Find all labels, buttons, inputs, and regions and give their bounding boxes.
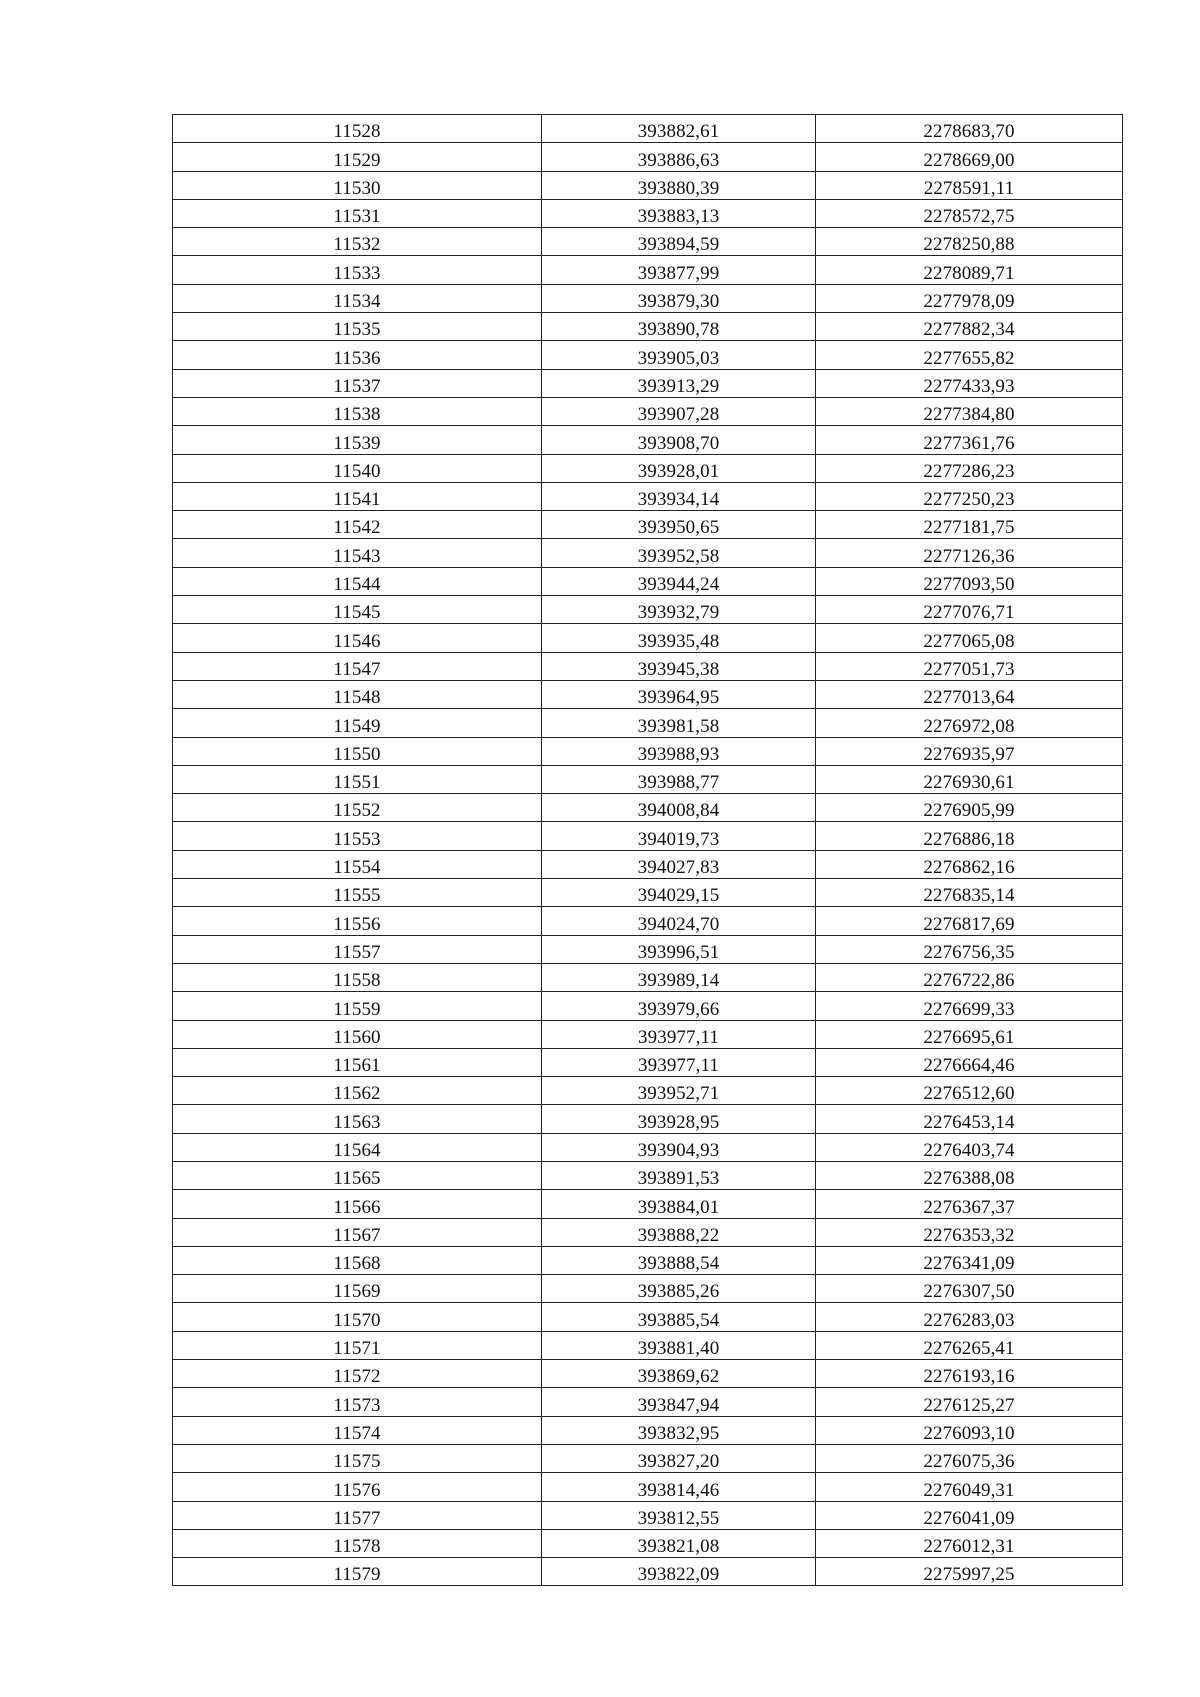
y-coordinate-cell: 2276886,18 xyxy=(816,822,1123,850)
point-number-cell: 11558 xyxy=(173,963,542,991)
point-number-cell: 11546 xyxy=(173,624,542,652)
y-coordinate-cell: 2276862,16 xyxy=(816,850,1123,878)
x-coordinate-cell: 393814,46 xyxy=(542,1473,816,1501)
point-number-cell: 11544 xyxy=(173,567,542,595)
point-number-cell: 11542 xyxy=(173,511,542,539)
y-coordinate-cell: 2276403,74 xyxy=(816,1133,1123,1161)
y-coordinate-cell: 2277882,34 xyxy=(816,313,1123,341)
point-number-cell: 11529 xyxy=(173,143,542,171)
point-number-cell: 11562 xyxy=(173,1077,542,1105)
point-number-cell: 11531 xyxy=(173,199,542,227)
y-coordinate-cell: 2278669,00 xyxy=(816,143,1123,171)
table-row xyxy=(173,1360,1123,1388)
table-row xyxy=(173,1246,1123,1274)
table-row xyxy=(173,1501,1123,1529)
y-coordinate-cell: 2276695,61 xyxy=(816,1020,1123,1048)
table-row xyxy=(173,1388,1123,1416)
y-coordinate-cell: 2278591,11 xyxy=(816,171,1123,199)
table-row xyxy=(173,143,1123,171)
point-number-cell: 11575 xyxy=(173,1444,542,1472)
x-coordinate-cell: 393877,99 xyxy=(542,256,816,284)
y-coordinate-cell: 2276353,32 xyxy=(816,1218,1123,1246)
point-number-cell: 11541 xyxy=(173,482,542,510)
table-row xyxy=(173,199,1123,227)
table-row xyxy=(173,256,1123,284)
table-row xyxy=(173,652,1123,680)
y-coordinate-cell: 2276972,08 xyxy=(816,709,1123,737)
x-coordinate-cell: 393881,40 xyxy=(542,1331,816,1359)
table-row xyxy=(173,539,1123,567)
x-coordinate-cell: 393934,14 xyxy=(542,482,816,510)
table-row xyxy=(173,1133,1123,1161)
table-row xyxy=(173,1190,1123,1218)
y-coordinate-cell: 2277126,36 xyxy=(816,539,1123,567)
point-number-cell: 11549 xyxy=(173,709,542,737)
table-row xyxy=(173,284,1123,312)
x-coordinate-cell: 393904,93 xyxy=(542,1133,816,1161)
point-number-cell: 11568 xyxy=(173,1246,542,1274)
table-row xyxy=(173,482,1123,510)
table-row xyxy=(173,1558,1123,1586)
table-row xyxy=(173,737,1123,765)
x-coordinate-cell: 393869,62 xyxy=(542,1360,816,1388)
point-number-cell: 11556 xyxy=(173,907,542,935)
x-coordinate-cell: 393812,55 xyxy=(542,1501,816,1529)
y-coordinate-cell: 2278572,75 xyxy=(816,199,1123,227)
x-coordinate-cell: 393886,63 xyxy=(542,143,816,171)
table-body xyxy=(173,115,1123,1586)
y-coordinate-cell: 2276722,86 xyxy=(816,963,1123,991)
x-coordinate-cell: 393908,70 xyxy=(542,426,816,454)
x-coordinate-cell: 393944,24 xyxy=(542,567,816,595)
y-coordinate-cell: 2276756,35 xyxy=(816,935,1123,963)
table-row xyxy=(173,397,1123,425)
y-coordinate-cell: 2277013,64 xyxy=(816,680,1123,708)
table-row xyxy=(173,850,1123,878)
x-coordinate-cell: 393928,01 xyxy=(542,454,816,482)
x-coordinate-cell: 393952,58 xyxy=(542,539,816,567)
table-row xyxy=(173,228,1123,256)
y-coordinate-cell: 2276930,61 xyxy=(816,765,1123,793)
x-coordinate-cell: 393888,54 xyxy=(542,1246,816,1274)
y-coordinate-cell: 2276835,14 xyxy=(816,879,1123,907)
table-row xyxy=(173,511,1123,539)
x-coordinate-cell: 393821,08 xyxy=(542,1529,816,1557)
table-row xyxy=(173,369,1123,397)
point-number-cell: 11561 xyxy=(173,1048,542,1076)
table-row xyxy=(173,1303,1123,1331)
x-coordinate-cell: 393935,48 xyxy=(542,624,816,652)
x-coordinate-cell: 393884,01 xyxy=(542,1190,816,1218)
point-number-cell: 11564 xyxy=(173,1133,542,1161)
table-row xyxy=(173,1473,1123,1501)
table-row xyxy=(173,935,1123,963)
y-coordinate-cell: 2276075,36 xyxy=(816,1444,1123,1472)
y-coordinate-cell: 2276041,09 xyxy=(816,1501,1123,1529)
y-coordinate-cell: 2278089,71 xyxy=(816,256,1123,284)
x-coordinate-cell: 393913,29 xyxy=(542,369,816,397)
x-coordinate-cell: 393885,26 xyxy=(542,1275,816,1303)
x-coordinate-cell: 393883,13 xyxy=(542,199,816,227)
table-row xyxy=(173,567,1123,595)
x-coordinate-cell: 393891,53 xyxy=(542,1161,816,1189)
y-coordinate-cell: 2277433,93 xyxy=(816,369,1123,397)
point-number-cell: 11547 xyxy=(173,652,542,680)
point-number-cell: 11567 xyxy=(173,1218,542,1246)
x-coordinate-cell: 393988,77 xyxy=(542,765,816,793)
x-coordinate-cell: 393928,95 xyxy=(542,1105,816,1133)
x-coordinate-cell: 393945,38 xyxy=(542,652,816,680)
table-row xyxy=(173,1077,1123,1105)
point-number-cell: 11551 xyxy=(173,765,542,793)
x-coordinate-cell: 393950,65 xyxy=(542,511,816,539)
x-coordinate-cell: 393977,11 xyxy=(542,1048,816,1076)
table-row xyxy=(173,1048,1123,1076)
y-coordinate-cell: 2276341,09 xyxy=(816,1246,1123,1274)
x-coordinate-cell: 394029,15 xyxy=(542,879,816,907)
y-coordinate-cell: 2276049,31 xyxy=(816,1473,1123,1501)
table-row xyxy=(173,1105,1123,1133)
point-number-cell: 11569 xyxy=(173,1275,542,1303)
point-number-cell: 11543 xyxy=(173,539,542,567)
x-coordinate-cell: 393894,59 xyxy=(542,228,816,256)
y-coordinate-cell: 2277655,82 xyxy=(816,341,1123,369)
y-coordinate-cell: 2276699,33 xyxy=(816,992,1123,1020)
y-coordinate-cell: 2277065,08 xyxy=(816,624,1123,652)
point-number-cell: 11555 xyxy=(173,879,542,907)
y-coordinate-cell: 2276125,27 xyxy=(816,1388,1123,1416)
y-coordinate-cell: 2276817,69 xyxy=(816,907,1123,935)
y-coordinate-cell: 2277250,23 xyxy=(816,482,1123,510)
table-row xyxy=(173,1275,1123,1303)
point-number-cell: 11528 xyxy=(173,115,542,143)
table-row xyxy=(173,454,1123,482)
y-coordinate-cell: 2276388,08 xyxy=(816,1161,1123,1189)
y-coordinate-cell: 2277384,80 xyxy=(816,397,1123,425)
x-coordinate-cell: 393885,54 xyxy=(542,1303,816,1331)
table-row xyxy=(173,1416,1123,1444)
table-row xyxy=(173,1161,1123,1189)
y-coordinate-cell: 2276012,31 xyxy=(816,1529,1123,1557)
point-number-cell: 11545 xyxy=(173,596,542,624)
point-number-cell: 11566 xyxy=(173,1190,542,1218)
x-coordinate-cell: 393979,66 xyxy=(542,992,816,1020)
x-coordinate-cell: 393890,78 xyxy=(542,313,816,341)
y-coordinate-cell: 2277093,50 xyxy=(816,567,1123,595)
point-number-cell: 11557 xyxy=(173,935,542,963)
point-number-cell: 11578 xyxy=(173,1529,542,1557)
x-coordinate-cell: 393882,61 xyxy=(542,115,816,143)
point-number-cell: 11540 xyxy=(173,454,542,482)
point-number-cell: 11570 xyxy=(173,1303,542,1331)
y-coordinate-cell: 2277286,23 xyxy=(816,454,1123,482)
table-row xyxy=(173,171,1123,199)
point-number-cell: 11579 xyxy=(173,1558,542,1586)
y-coordinate-cell: 2276093,10 xyxy=(816,1416,1123,1444)
y-coordinate-cell: 2276512,60 xyxy=(816,1077,1123,1105)
point-number-cell: 11574 xyxy=(173,1416,542,1444)
point-number-cell: 11552 xyxy=(173,794,542,822)
x-coordinate-cell: 394024,70 xyxy=(542,907,816,935)
y-coordinate-cell: 2276367,37 xyxy=(816,1190,1123,1218)
x-coordinate-cell: 393832,95 xyxy=(542,1416,816,1444)
table-row xyxy=(173,907,1123,935)
x-coordinate-cell: 394008,84 xyxy=(542,794,816,822)
y-coordinate-cell: 2277181,75 xyxy=(816,511,1123,539)
table-row xyxy=(173,822,1123,850)
table-row xyxy=(173,596,1123,624)
point-number-cell: 11535 xyxy=(173,313,542,341)
y-coordinate-cell: 2276453,14 xyxy=(816,1105,1123,1133)
table-row xyxy=(173,1020,1123,1048)
y-coordinate-cell: 2276265,41 xyxy=(816,1331,1123,1359)
y-coordinate-cell: 2278250,88 xyxy=(816,228,1123,256)
x-coordinate-cell: 393964,95 xyxy=(542,680,816,708)
x-coordinate-cell: 393827,20 xyxy=(542,1444,816,1472)
point-number-cell: 11536 xyxy=(173,341,542,369)
table-row xyxy=(173,963,1123,991)
y-coordinate-cell: 2276193,16 xyxy=(816,1360,1123,1388)
x-coordinate-cell: 393888,22 xyxy=(542,1218,816,1246)
point-number-cell: 11554 xyxy=(173,850,542,878)
table-row xyxy=(173,1331,1123,1359)
table-row xyxy=(173,624,1123,652)
x-coordinate-cell: 394027,83 xyxy=(542,850,816,878)
y-coordinate-cell: 2275997,25 xyxy=(816,1558,1123,1586)
point-number-cell: 11532 xyxy=(173,228,542,256)
point-number-cell: 11539 xyxy=(173,426,542,454)
table-row xyxy=(173,313,1123,341)
y-coordinate-cell: 2278683,70 xyxy=(816,115,1123,143)
table-row xyxy=(173,765,1123,793)
x-coordinate-cell: 393977,11 xyxy=(542,1020,816,1048)
point-number-cell: 11572 xyxy=(173,1360,542,1388)
point-number-cell: 11538 xyxy=(173,397,542,425)
table-row xyxy=(173,709,1123,737)
y-coordinate-cell: 2276905,99 xyxy=(816,794,1123,822)
table-row xyxy=(173,426,1123,454)
y-coordinate-cell: 2276935,97 xyxy=(816,737,1123,765)
x-coordinate-cell: 393879,30 xyxy=(542,284,816,312)
x-coordinate-cell: 393989,14 xyxy=(542,963,816,991)
y-coordinate-cell: 2276307,50 xyxy=(816,1275,1123,1303)
table-row xyxy=(173,1444,1123,1472)
table-row xyxy=(173,341,1123,369)
point-number-cell: 11548 xyxy=(173,680,542,708)
y-coordinate-cell: 2276283,03 xyxy=(816,1303,1123,1331)
x-coordinate-cell: 393907,28 xyxy=(542,397,816,425)
x-coordinate-cell: 394019,73 xyxy=(542,822,816,850)
point-number-cell: 11577 xyxy=(173,1501,542,1529)
x-coordinate-cell: 393880,39 xyxy=(542,171,816,199)
coordinates-table xyxy=(172,114,1123,1586)
y-coordinate-cell: 2277361,76 xyxy=(816,426,1123,454)
table-row xyxy=(173,1529,1123,1557)
point-number-cell: 11565 xyxy=(173,1161,542,1189)
point-number-cell: 11563 xyxy=(173,1105,542,1133)
x-coordinate-cell: 393981,58 xyxy=(542,709,816,737)
x-coordinate-cell: 393932,79 xyxy=(542,596,816,624)
table-row xyxy=(173,879,1123,907)
point-number-cell: 11550 xyxy=(173,737,542,765)
y-coordinate-cell: 2277978,09 xyxy=(816,284,1123,312)
point-number-cell: 11571 xyxy=(173,1331,542,1359)
table-row xyxy=(173,992,1123,1020)
table-row xyxy=(173,680,1123,708)
point-number-cell: 11553 xyxy=(173,822,542,850)
table-row xyxy=(173,115,1123,143)
point-number-cell: 11559 xyxy=(173,992,542,1020)
table-row xyxy=(173,1218,1123,1246)
point-number-cell: 11573 xyxy=(173,1388,542,1416)
point-number-cell: 11530 xyxy=(173,171,542,199)
x-coordinate-cell: 393996,51 xyxy=(542,935,816,963)
point-number-cell: 11534 xyxy=(173,284,542,312)
table-row xyxy=(173,794,1123,822)
y-coordinate-cell: 2277076,71 xyxy=(816,596,1123,624)
point-number-cell: 11576 xyxy=(173,1473,542,1501)
y-coordinate-cell: 2277051,73 xyxy=(816,652,1123,680)
point-number-cell: 11560 xyxy=(173,1020,542,1048)
point-number-cell: 11533 xyxy=(173,256,542,284)
x-coordinate-cell: 393988,93 xyxy=(542,737,816,765)
y-coordinate-cell: 2276664,46 xyxy=(816,1048,1123,1076)
x-coordinate-cell: 393952,71 xyxy=(542,1077,816,1105)
x-coordinate-cell: 393822,09 xyxy=(542,1558,816,1586)
x-coordinate-cell: 393905,03 xyxy=(542,341,816,369)
point-number-cell: 11537 xyxy=(173,369,542,397)
x-coordinate-cell: 393847,94 xyxy=(542,1388,816,1416)
